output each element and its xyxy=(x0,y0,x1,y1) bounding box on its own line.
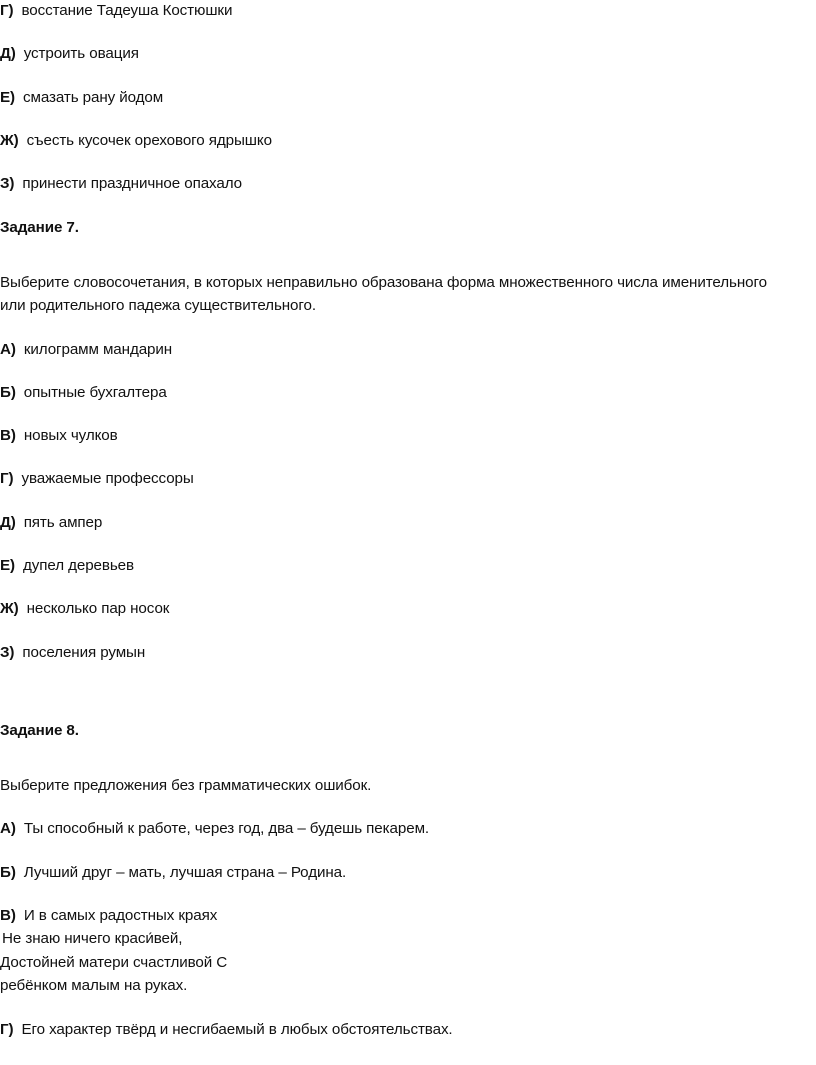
option-mark: Д) xyxy=(0,45,16,62)
option-mark: Г) xyxy=(0,1021,14,1038)
option-mark: В) xyxy=(0,427,16,444)
task7-option-z xyxy=(0,644,145,662)
task7-option-b xyxy=(0,384,167,402)
option-text: съесть кусочек орехового ядрышко xyxy=(26,132,272,149)
task8-instruction: Выберите предложения без грамматических ошибок. xyxy=(0,777,372,794)
option-text: устроить овация xyxy=(23,45,139,62)
task6-option-e xyxy=(0,89,163,107)
task7-heading: Задание 7. xyxy=(0,219,79,236)
task8-option-g xyxy=(0,1021,453,1039)
option-mark: Г) xyxy=(0,2,14,19)
option-text: принести праздничное опахало xyxy=(22,175,243,192)
task7-option-g xyxy=(0,470,194,488)
task6-option-zh xyxy=(0,132,272,150)
task7-option-zh xyxy=(0,600,169,618)
option-text: пять ампер xyxy=(23,514,103,531)
option-text: Его характер твёрд и несгибаемый в любых обстоятельствах. xyxy=(21,1021,453,1038)
poem-line-3: Достойней матери счастливой С xyxy=(0,954,228,971)
task6-option-z xyxy=(0,175,242,193)
option-mark: Е) xyxy=(0,557,15,574)
task7-option-a xyxy=(0,341,172,359)
option-mark: В) xyxy=(0,907,16,924)
option-mark: Б) xyxy=(0,864,16,881)
option-mark: Б) xyxy=(0,384,16,401)
task7-option-d xyxy=(0,514,102,532)
task8-option-a xyxy=(0,820,429,838)
task6-option-d xyxy=(0,45,139,63)
task8-option-b xyxy=(0,864,346,882)
task6-option-g xyxy=(0,2,232,20)
option-mark: Ж) xyxy=(0,132,19,149)
option-mark: Е) xyxy=(0,89,15,106)
task7-instruction-line1: Выберите словосочетания, в которых неправильно образована форма множественного числа именительного xyxy=(0,274,767,291)
task7-option-e xyxy=(0,557,134,575)
poem-line-4: ребёнком малым на руках. xyxy=(0,977,188,994)
task7-option-v xyxy=(0,427,118,445)
option-text: восстание Тадеуша Костюшки xyxy=(21,2,233,19)
option-mark: А) xyxy=(0,341,16,358)
task8-option-v xyxy=(0,907,217,925)
option-text: Лучший друг – мать, лучшая страна – Родина. xyxy=(23,864,347,881)
option-text: дупел деревьев xyxy=(23,557,135,574)
option-text: смазать рану йодом xyxy=(23,89,164,106)
poem-line-2: Не знаю ничего краси́вей, xyxy=(2,930,183,947)
option-text: уважаемые профессоры xyxy=(21,470,194,487)
poem-line-1: И в самых радостных краях xyxy=(23,907,218,924)
option-text: Ты способный к работе, через год, два – будешь пекарем. xyxy=(23,820,430,837)
option-mark: З) xyxy=(0,175,15,192)
option-text: несколько пар носок xyxy=(26,600,170,617)
option-mark: А) xyxy=(0,820,16,837)
option-text: новых чулков xyxy=(23,427,118,444)
task8-heading: Задание 8. xyxy=(0,722,79,739)
option-text: опытные бухгалтера xyxy=(23,384,167,401)
option-mark: Ж) xyxy=(0,600,19,617)
option-text: поселения румын xyxy=(22,644,146,661)
option-text: килограмм мандарин xyxy=(23,341,173,358)
option-mark: З) xyxy=(0,644,15,661)
option-mark: Г) xyxy=(0,470,14,487)
option-mark: Д) xyxy=(0,514,16,531)
task7-instruction-line2: или родительного падежа существительного. xyxy=(0,297,316,314)
